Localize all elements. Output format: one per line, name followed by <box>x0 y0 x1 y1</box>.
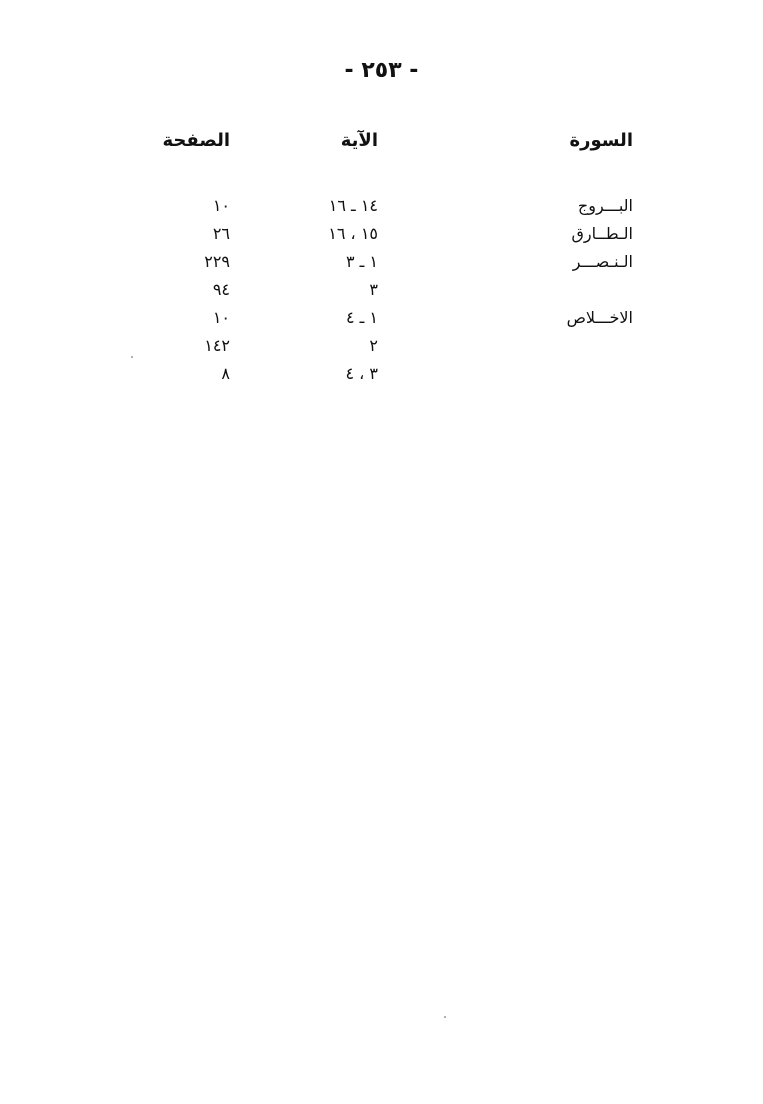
scan-speck <box>444 1016 446 1018</box>
page-cell: ٢٢٩ <box>204 252 230 271</box>
page-cell: ١٤٢ <box>204 336 230 355</box>
surah-cell: الاخـــلاص <box>566 308 633 327</box>
page-cell: ١٠ <box>212 196 230 215</box>
ayah-cell: ١ ـ ٤ <box>345 308 378 327</box>
table-row <box>0 196 763 224</box>
page-number: - ٢٥٣ - <box>344 58 419 83</box>
page-cell: ٨ <box>221 364 230 383</box>
table-row <box>0 252 763 280</box>
ayah-cell: ٣ <box>369 280 378 299</box>
header-ayah: الآية <box>340 130 378 151</box>
ayah-cell: ١٥ ، ١٦ <box>328 224 378 243</box>
table-row <box>0 336 763 364</box>
page-cell: ١٠ <box>212 308 230 327</box>
header-page: الصفحة <box>162 130 230 151</box>
page-cell: ٩٤ <box>212 280 230 299</box>
ayah-cell: ٢ <box>369 336 378 355</box>
header-surah: السورة <box>569 130 633 151</box>
table-row <box>0 280 763 308</box>
scan-speck <box>131 356 133 358</box>
surah-cell: البـــروج <box>577 196 633 215</box>
table-row <box>0 364 763 392</box>
table-row <box>0 224 763 252</box>
surah-cell: الـنـصـــر <box>572 252 633 271</box>
ayah-cell: ١ ـ ٣ <box>345 252 378 271</box>
page-cell: ٢٦ <box>212 224 230 243</box>
table-row <box>0 308 763 336</box>
ayah-cell: ١٤ ـ ١٦ <box>328 196 378 215</box>
ayah-cell: ٣ ، ٤ <box>345 364 378 383</box>
surah-cell: الـطــارق <box>571 224 633 243</box>
